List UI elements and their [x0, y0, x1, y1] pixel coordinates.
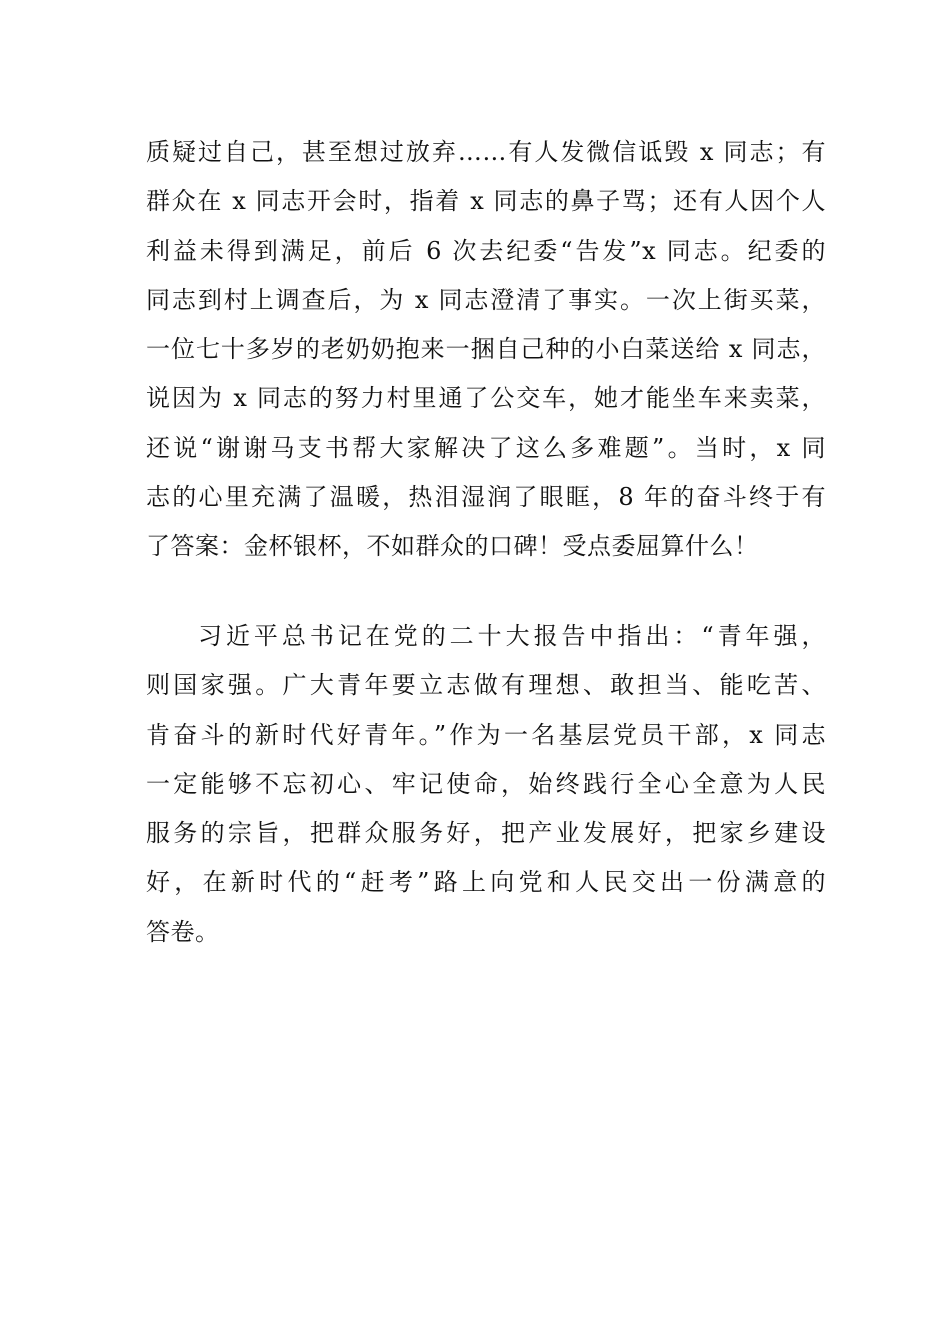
- paragraph-line: 习近平总书记在党的二十大报告中指出：“青年强，: [198, 622, 826, 650]
- paragraph-line: 质疑过自己，甚至想过放弃……有人发微信诋毁 x 同志；有: [146, 138, 826, 166]
- paragraph-line: 了答案：金杯银杯，不如群众的口碑！受点委屈算什么！: [146, 532, 759, 561]
- paragraph-2: [146, 612, 826, 957]
- paragraph-line: 说因为 x 同志的努力村里通了公交车，她才能坐车来卖菜，: [146, 384, 826, 413]
- paragraph-line: 肯奋斗的新时代好青年。”作为一名基层党员干部，x 同志: [146, 720, 826, 749]
- paragraph-line: 利益未得到满足，前后 6 次去纪委“告发”x 同志。纪委的: [146, 236, 826, 265]
- paragraph-line: 服务的宗旨，把群众服务好，把产业发展好，把家乡建设: [146, 819, 826, 848]
- paragraph-line: 好，在新时代的“赶考”路上向党和人民交出一份满意的: [146, 868, 826, 897]
- paragraph-line: 一位七十多岁的老奶奶抱来一捆自己种的小白菜送给 x 同志，: [146, 335, 826, 364]
- paragraph-line: 一定能够不忘初心、牢记使命，始终践行全心全意为人民: [146, 769, 826, 798]
- paragraph-line: 群众在 x 同志开会时，指着 x 同志的鼻子骂；还有人因个人: [146, 187, 826, 216]
- paragraph-line: 同志到村上调查后，为 x 同志澄清了事实。一次上街买菜，: [146, 285, 826, 314]
- paragraph-1: [146, 128, 826, 572]
- paragraph-line: 答卷。: [146, 917, 220, 946]
- paragraph-line: 则国家强。广大青年要立志做有理想、敢担当、能吃苦、: [146, 671, 826, 700]
- paragraph-line: 志的心里充满了温暖，热泪湿润了眼眶，8 年的奋斗终于有: [146, 483, 826, 512]
- paragraph-line: 还说“谢谢马支书帮大家解决了这么多难题”。当时，x 同: [146, 433, 826, 462]
